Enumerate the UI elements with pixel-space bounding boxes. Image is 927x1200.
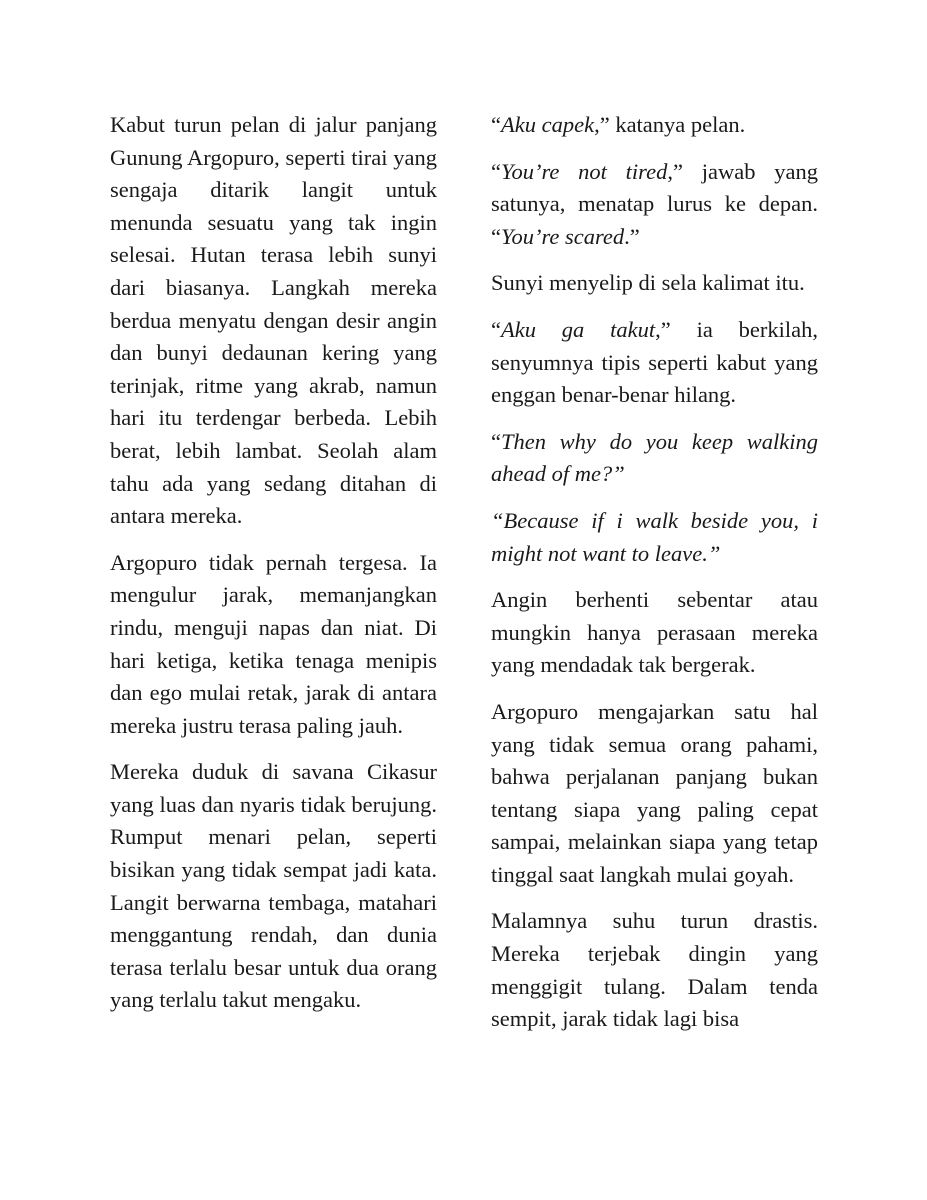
paragraph: Angin berhenti sebentar atau mungkin hanya perasaan mereka yang mendadak tak bergerak. <box>491 587 818 678</box>
quote-open: “ <box>491 112 501 137</box>
italic-speech: You’re scared <box>501 223 625 249</box>
italic-speech: Aku capek <box>501 112 595 137</box>
italic-speech: Aku ga takut <box>501 316 656 342</box>
paragraph: Kabut turun pelan di jalur panjang Gunung Argopuro, seperti tirai yang sengaja ditarik langit untuk menunda sesuatu yang tak ingin selesai. Hutan terasa lebih sunyi dari biasanya. Langkah mereka berdua menyatu dengan desir angin dan bunyi dedaunan kering yang terinjak, ritme yang akrab, namun hari itu terdengar berbeda. Lebih berat, lebih lambat. Seolah alam tahu ada yang sedang ditahan di antara mereka. <box>110 112 437 529</box>
dialogue-paragraph <box>491 109 818 142</box>
left-column <box>110 109 437 1031</box>
paragraph: Malamnya suhu turun drastis. Mereka terjebak dingin yang menggigit tulang. Dalam tenda sempit, jarak tidak lagi bisa <box>491 908 818 1032</box>
dialogue-tag: ,” jawab yang satunya, menatap lurus ke depan. “ <box>491 158 818 249</box>
quote-close: .” <box>624 223 640 249</box>
dialogue-paragraph <box>491 156 818 254</box>
italic-speech: You’re not tired <box>501 158 668 184</box>
quote-open: “ <box>491 316 501 342</box>
right-column <box>491 109 818 1050</box>
italic-speech: Then why do you keep walking ahead of me?” <box>491 428 818 487</box>
dialogue-tag: ,” ia berkilah, senyumnya tipis seperti kabut yang enggan benar-benar hilang. <box>491 316 818 408</box>
italic-dialogue-paragraph: “Because if i walk beside you, i might not want to leave.” <box>491 507 818 566</box>
dialogue-paragraph <box>491 426 818 491</box>
paragraph: Argopuro tidak pernah tergesa. Ia mengulur jarak, memanjangkan rindu, menguji napas dan niat. Di hari ketiga, ketika tenaga menipis dan ego mulai retak, jarak di antara mereka justru terasa paling jauh. <box>110 549 437 738</box>
paragraph: Mereka duduk di savana Cikasur yang luas dan nyaris tidak berujung. Rumput menari pelan, seperti bisikan yang tidak sempat jadi kata. Langit berwarna tembaga, matahari menggantung rendah, dan dunia terasa terlalu besar untuk dua orang yang terlalu takut mengaku. <box>110 759 437 1013</box>
quote-open: “ <box>491 428 501 454</box>
paragraph: Sunyi menyelip di sela kalimat itu. <box>491 270 805 296</box>
paragraph: Argopuro mengajarkan satu hal yang tidak semua orang pahami, bahwa perjalanan panjang bukan tentang siapa yang paling cepat sampai, melainkan siapa yang tetap tinggal saat langkah mulai goyah. <box>491 698 818 887</box>
dialogue-paragraph <box>491 314 818 412</box>
quote-open: “ <box>491 158 501 184</box>
dialogue-tag: ,” katanya pelan. <box>594 112 746 137</box>
